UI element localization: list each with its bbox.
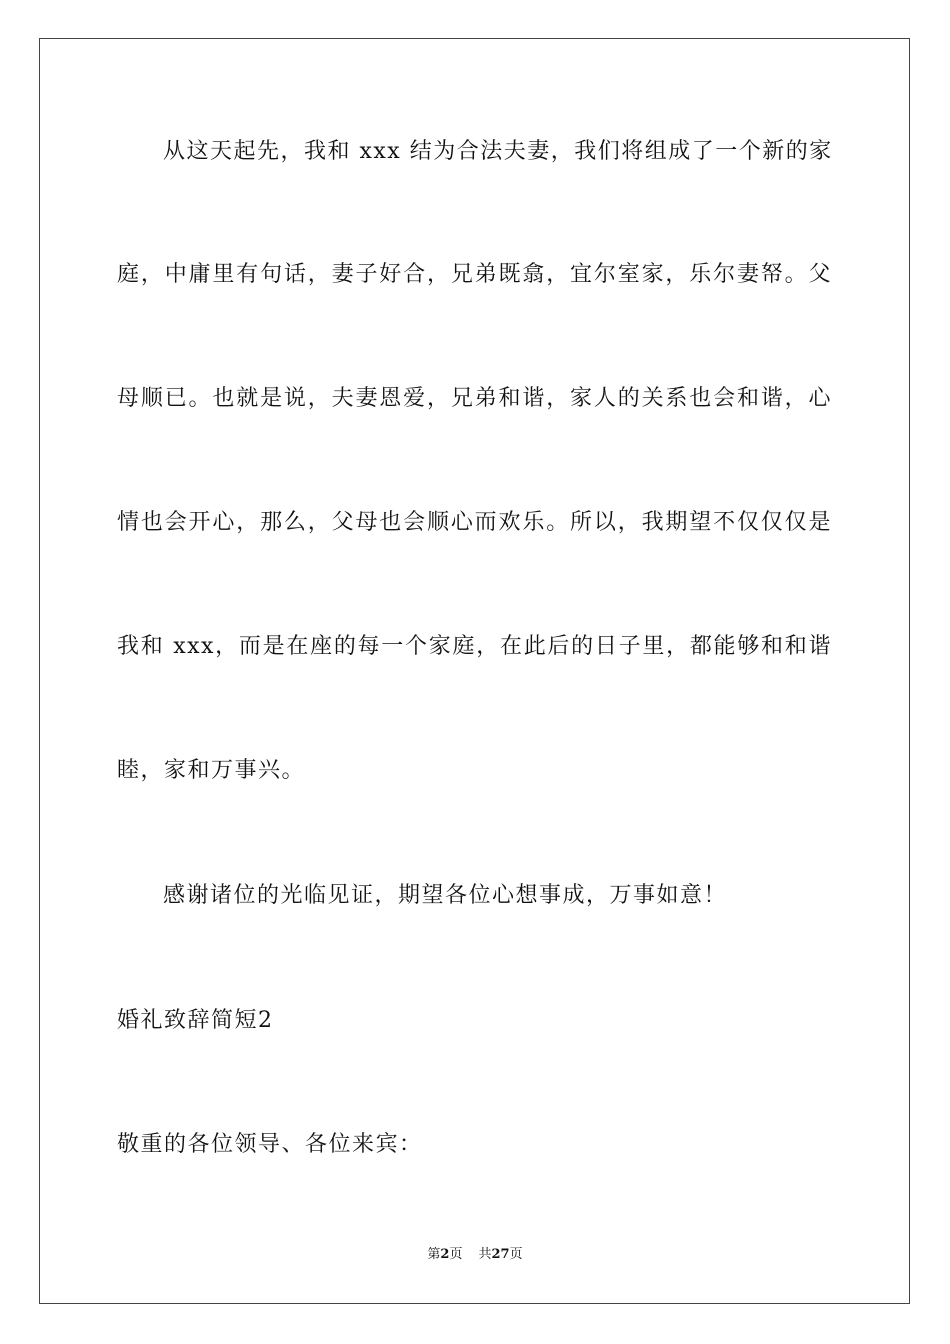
total-prefix: 共 xyxy=(478,1247,492,1262)
page-frame xyxy=(39,38,910,1304)
page-footer xyxy=(0,1246,950,1264)
total-pages: 27 xyxy=(491,1247,510,1262)
section-title: 婚礼致辞简短2 xyxy=(117,1008,274,1033)
page-prefix: 第 xyxy=(427,1247,441,1262)
paragraph-line-5: 我和 xxx，而是在座的每一个家庭，在此后的日子里，都能够和和谐 xyxy=(117,634,832,659)
paragraph-line-4: 情也会开心，那么，父母也会顺心而欢乐。所以，我期望不仅仅仅是 xyxy=(117,510,832,535)
paragraph-line-1: 从这天起先，我和 xxx 结为合法夫妻，我们将组成了一个新的家 xyxy=(163,139,833,164)
salutation: 敬重的各位领导、各位来宾： xyxy=(117,1132,423,1157)
page-suffix: 页 xyxy=(449,1247,463,1262)
page-number: 2 xyxy=(440,1247,450,1262)
paragraph-line-3: 母顺已。也就是说，夫妻恩爱，兄弟和谐，家人的关系也会和谐，心 xyxy=(117,386,832,411)
thanks-line: 感谢诸位的光临见证，期望各位心想事成，万事如意！ xyxy=(163,883,728,908)
paragraph-line-6: 睦，家和万事兴。 xyxy=(117,758,306,783)
total-suffix: 页 xyxy=(509,1247,523,1262)
paragraph-line-2: 庭，中庸里有句话，妻子好合，兄弟既翕，宜尔室家，乐尔妻帑。父 xyxy=(117,262,832,287)
